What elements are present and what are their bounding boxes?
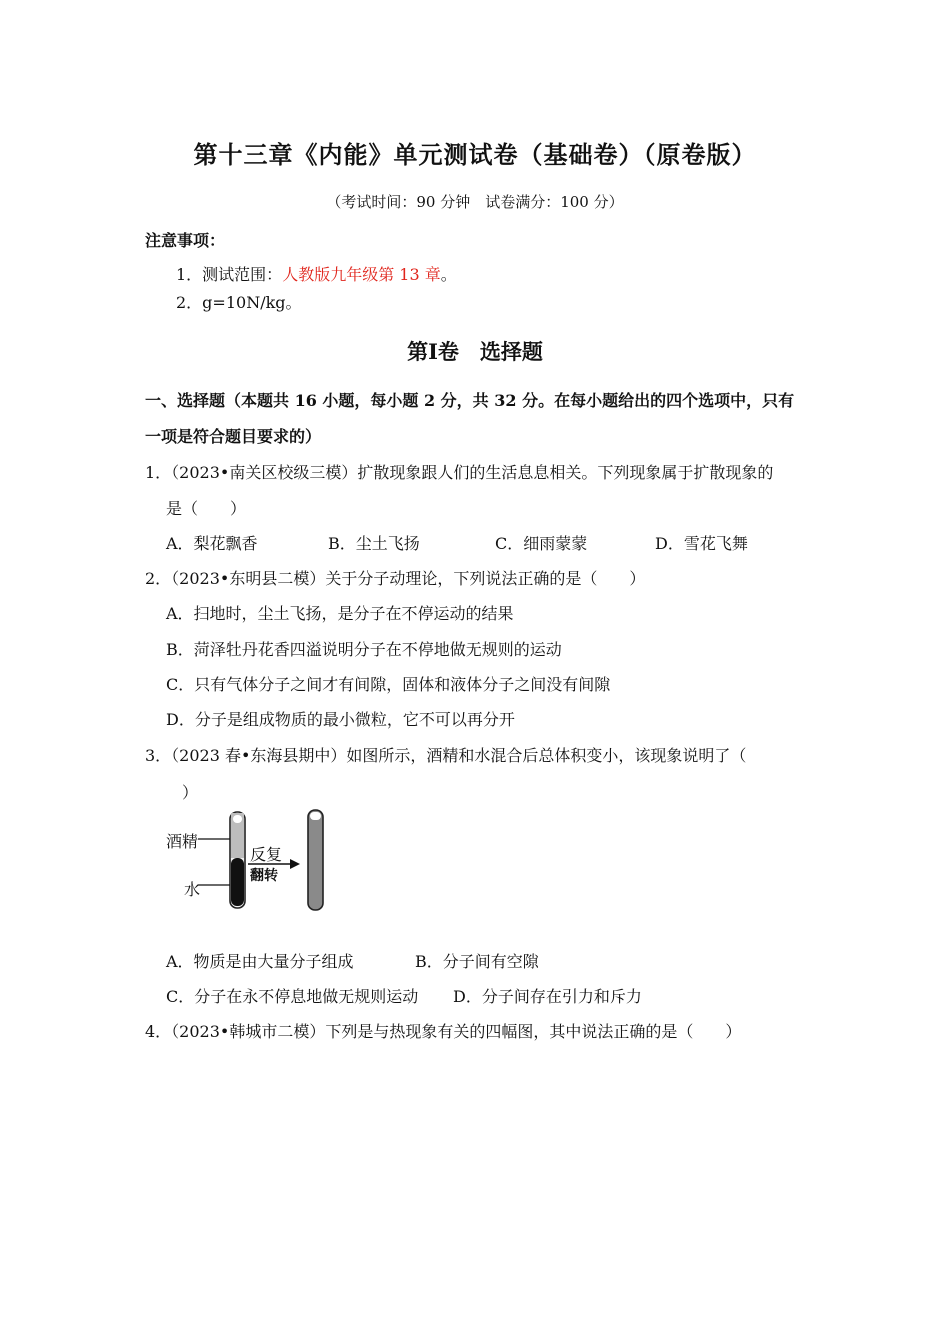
label-repeat: 反复 bbox=[250, 845, 283, 864]
question-3-stem-cont: ） bbox=[182, 783, 199, 802]
exam-info: （考试时间：90 分钟 试卷满分：100 分） bbox=[326, 193, 624, 211]
notes-heading: 注意事项： bbox=[145, 231, 226, 250]
question-3-figure bbox=[160, 805, 340, 917]
notes-item-1-scope: 人教版九年级第 13 章 bbox=[282, 265, 441, 284]
page-title: 第十三章《内能》单元测试卷（基础卷）（原卷版） bbox=[193, 140, 757, 169]
mixed-tube-after bbox=[308, 810, 323, 910]
question-2-option-c: C．只有气体分子之间才有间隙，固体和液体分子之间没有间隙 bbox=[166, 675, 611, 694]
question-3-option-b: B．分子间有空隙 bbox=[415, 952, 539, 971]
arrow-right-icon bbox=[290, 859, 300, 869]
notes-item-1 bbox=[176, 262, 457, 285]
water-layer bbox=[231, 858, 244, 906]
question-1-option-a: A．梨花飘香 bbox=[166, 534, 258, 553]
notes-item-1-suffix: 。 bbox=[440, 265, 457, 284]
question-1-option-b: B．尘土飞扬 bbox=[328, 534, 420, 553]
question-3-option-c: C．分子在永不停息地做无规则运动 bbox=[166, 987, 419, 1006]
section-instruction-line1: 一、选择题（本题共 16 小题，每小题 2 分，共 32 分。在每小题给出的四个选项中，只有 bbox=[145, 391, 795, 410]
question-2-stem: 2．（2023•东明县二模）关于分子动理论，下列说法正确的是（ ） bbox=[145, 569, 646, 588]
label-water: 水 bbox=[184, 880, 201, 899]
mixed-tube-before bbox=[230, 812, 245, 908]
question-1-stem-cont: 是（ ） bbox=[166, 499, 247, 518]
section-instruction-line2: 一项是符合题目要求的） bbox=[145, 427, 322, 446]
question-4-stem: 4．（2023•韩城市二模）下列是与热现象有关的四幅图，其中说法正确的是（ ） bbox=[145, 1022, 742, 1041]
question-2-option-b: B．菏泽牡丹花香四溢说明分子在不停地做无规则的运动 bbox=[166, 640, 562, 659]
question-1-option-c: C．细雨蒙蒙 bbox=[495, 534, 588, 553]
label-alcohol: 酒精 bbox=[166, 832, 199, 851]
question-3-option-a: A．物质是由大量分子组成 bbox=[166, 952, 354, 971]
notes-item-1-prefix: 1．测试范围： bbox=[176, 265, 283, 284]
question-1-stem: 1．（2023•南关区校级三模）扩散现象跟人们的生活息息相关。下列现象属于扩散现象的 bbox=[145, 463, 774, 482]
section-title: 第Ⅰ卷 选择题 bbox=[407, 339, 543, 364]
question-2-option-a: A．扫地时，尘土飞扬，是分子在不停运动的结果 bbox=[166, 604, 514, 623]
label-flip: 翻转 bbox=[250, 868, 278, 884]
question-3-stem: 3．（2023 春•东海县期中）如图所示，酒精和水混合后总体积变小，该现象说明了（ bbox=[145, 746, 747, 765]
question-3-option-d: D．分子间存在引力和斥力 bbox=[453, 987, 642, 1006]
notes-item-2: 2．g=10N/kg。 bbox=[176, 293, 302, 312]
question-2-option-d: D．分子是组成物质的最小微粒，它不可以再分开 bbox=[166, 710, 515, 729]
question-1-option-d: D．雪花飞舞 bbox=[655, 534, 748, 553]
